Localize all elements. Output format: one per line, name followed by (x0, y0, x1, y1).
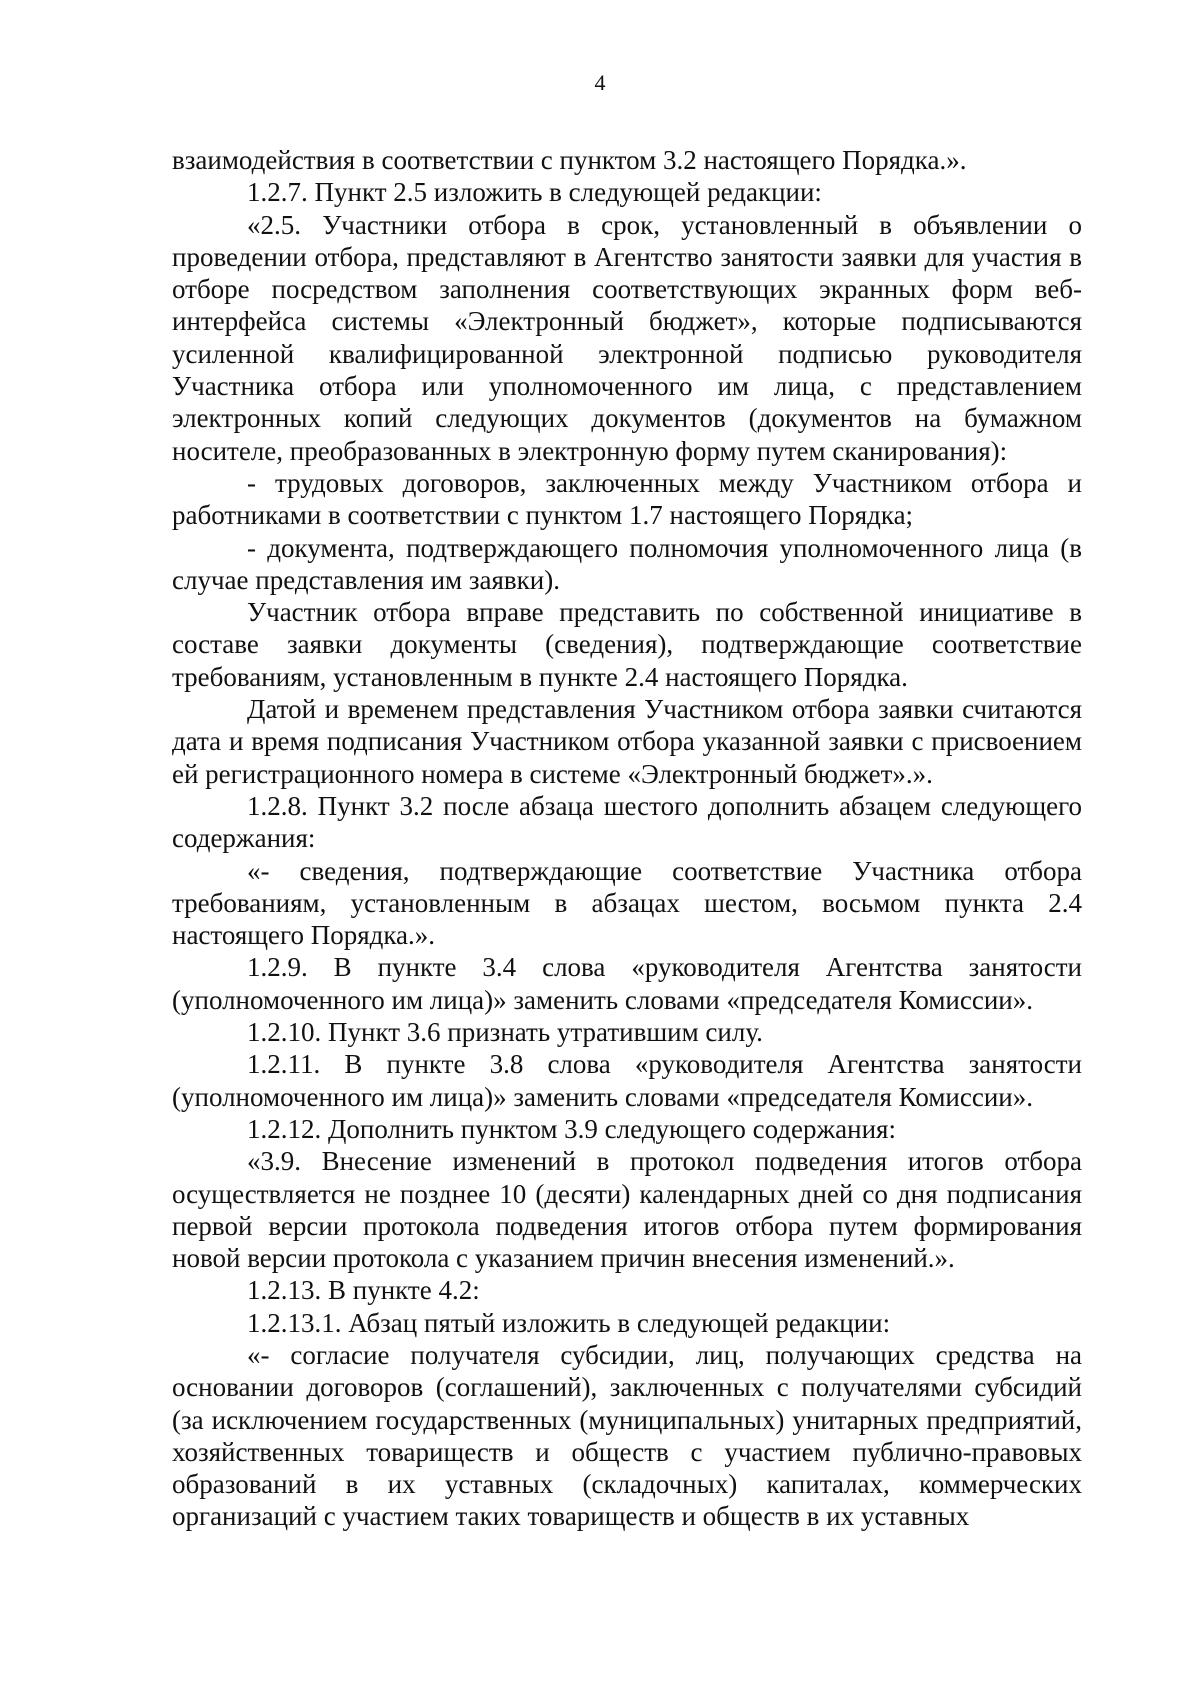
paragraph: - документа, подтверждающего полномочия уполномоченного лица (в случае представления им заявки). (172, 532, 1082, 595)
paragraph: Датой и временем представления Участником отбора заявки считаются дата и время подписания Участником отбора указанной заявки с присвоением ей регистрационного номера в системе «Электронный бюджет».». (172, 694, 1082, 789)
paragraph: 1.2.13.1. Абзац пятый изложить в следующей редакции: (247, 1307, 891, 1338)
paragraph: 1.2.9. В пункте 3.4 слова «руководителя Агентства занятости (уполномоченного им лица)» заменить словами «председателя Комиссии». (172, 952, 1082, 1015)
paragraph: «- сведения, подтверждающие соответствие Участника отбора требованиям, установленным в абзацах шестом, восьмом пункта 2.4 настоящего Порядка.». (172, 855, 1082, 951)
paragraph: 1.2.10. Пункт 3.6 признать утратившим силу. (247, 1017, 763, 1048)
paragraph: «3.9. Внесение изменений в протокол подведения итогов отбора осуществляется не позднее 10 (десяти) календарных дней со дня подписания первой версии протокола подведения итогов отбора путем формирования новой версии протокола с указанием причин внесения изменений.». (172, 1146, 1082, 1274)
paragraph: 1.2.11. В пункте 3.8 слова «руководителя Агентства занятости (уполномоченного им лица)» заменить словами «председателя Комиссии». (172, 1049, 1082, 1112)
paragraph: - трудовых договоров, заключенных между Участником отбора и работниками в соответствии с пунктом 1.7 настоящего Порядка; (172, 467, 1082, 531)
paragraph: 1.2.8. Пункт 3.2 после абзаца шестого дополнить абзацем следующего содержания: (172, 790, 1082, 854)
paragraph: взаимодействия в соответствии с пунктом 3.2 настоящего Порядка.». (172, 145, 967, 175)
paragraph: «- согласие получателя субсидии, лиц, получающих средства на основании договоров (соглашений), заключенных с получателями субсидий (за исключением государственных (муниципальных) унитарных предприятий, хозяйственных товариществ и обществ с участием публично-правовых образований в их уставных (складочных) капиталах, коммерческих организаций с участием таких товариществ и обществ в их уставных (172, 1339, 1082, 1532)
paragraph: Участник отбора вправе представить по собственной инициативе в составе заявки документы (сведения), подтверждающие соответствие требованиям, установленным в пункте 2.4 настоящего Порядка. (172, 597, 1082, 692)
paragraph: 1.2.12. Дополнить пунктом 3.9 следующего содержания: (247, 1113, 896, 1144)
paragraph: 1.2.7. Пункт 2.5 изложить в следующей редакции: (247, 177, 822, 208)
paragraph: 1.2.13. В пункте 4.2: (247, 1275, 480, 1306)
paragraph: «2.5. Участники отбора в срок, установленный в объявлении о проведении отбора, представляют в Агентство занятости заявки для участия в отборе посредством заполнения соответствующих экранных форм веб-интерфейса системы «Электронный бюджет», которые подписываются усиленной квалифицированной электронной подписью руководителя Участника отбора или уполномоченного им лица, с представлением электронных копий следующих документов (документов на бумажном носителе, преобразованных в электронную форму путем сканирования): (172, 209, 1082, 466)
page-number: 4 (594, 70, 606, 95)
document-body (172, 144, 1082, 1533)
